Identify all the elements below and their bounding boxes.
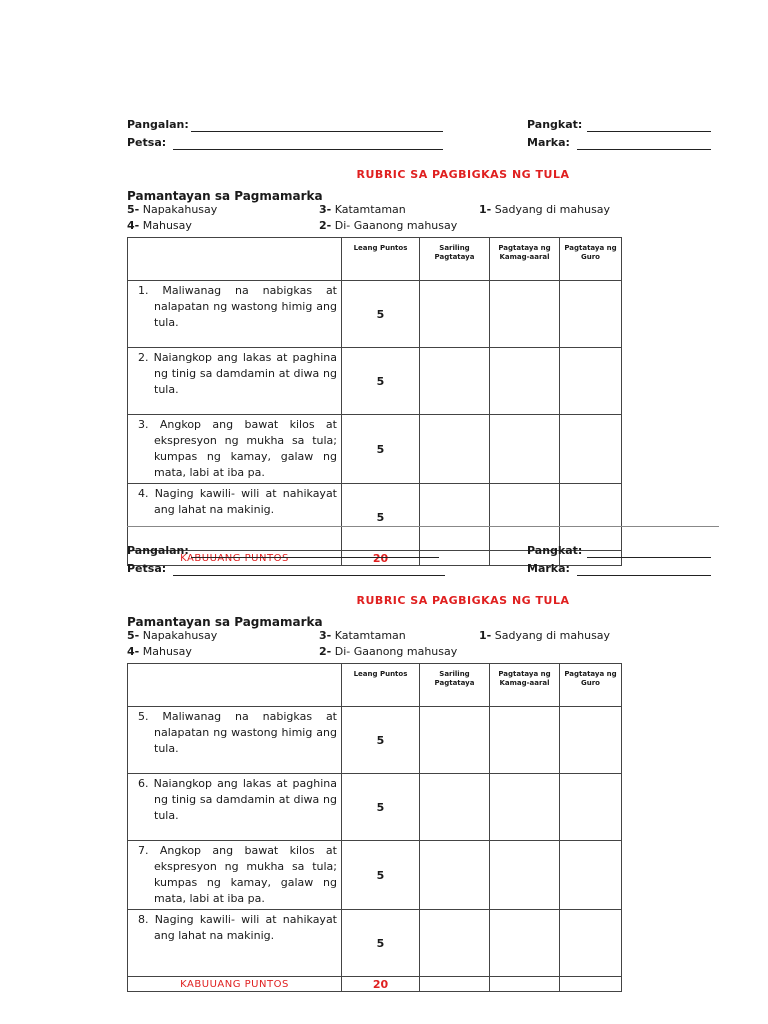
teacher-score-cell[interactable] bbox=[560, 910, 622, 977]
standard-title: Pamantayan sa Pagmamarka bbox=[127, 615, 323, 629]
standard-title: Pamantayan sa Pagmamarka bbox=[127, 189, 323, 203]
blank-header bbox=[128, 664, 342, 707]
criterion-text: 4. Naging kawili- wili at nahikayat ang lahat na makinig. bbox=[128, 484, 342, 551]
scale-num: 2- bbox=[319, 645, 332, 658]
scale-num: 5- bbox=[127, 203, 140, 216]
col-header: Pagtataya ng Kamag-aaral bbox=[490, 664, 560, 707]
scale-label: Di- Gaanong mahusay bbox=[334, 645, 458, 658]
scale-row-2 bbox=[127, 219, 719, 235]
scale-label: Sadyang di mahusay bbox=[494, 203, 611, 216]
criterion-text: 8. Naging kawili- wili at nahikayat ang lahat na makinig. bbox=[128, 910, 342, 977]
scale-num: 4- bbox=[127, 645, 140, 658]
col-header: Sariling Pagtataya bbox=[420, 238, 490, 281]
criterion-points: 5 bbox=[342, 774, 420, 841]
rubric-table-2 bbox=[127, 663, 622, 992]
scale-label: Napakahusay bbox=[142, 629, 218, 642]
total-row bbox=[128, 977, 622, 992]
rubric-table-1 bbox=[127, 237, 622, 566]
table-header-row bbox=[128, 238, 622, 281]
scale-label: Sadyang di mahusay bbox=[494, 629, 611, 642]
self-score-cell[interactable] bbox=[420, 774, 490, 841]
criterion-text: 2. Naiangkop ang lakas at paghina ng tinig sa damdamin at diwa ng tula. bbox=[128, 348, 342, 415]
table-row bbox=[128, 348, 622, 415]
self-score-cell[interactable] bbox=[420, 707, 490, 774]
self-score-cell[interactable] bbox=[420, 910, 490, 977]
teacher-score-cell[interactable] bbox=[560, 707, 622, 774]
peer-score-cell[interactable] bbox=[490, 707, 560, 774]
self-score-cell[interactable] bbox=[420, 841, 490, 910]
criterion-text: 6. Naiangkop ang lakas at paghina ng tinig sa damdamin at diwa ng tula. bbox=[128, 774, 342, 841]
teacher-score-cell[interactable] bbox=[560, 841, 622, 910]
blank-header bbox=[128, 238, 342, 281]
self-score-cell[interactable] bbox=[420, 348, 490, 415]
table-row bbox=[128, 707, 622, 774]
col-header: Leang Puntos bbox=[342, 664, 420, 707]
criterion-points: 5 bbox=[342, 707, 420, 774]
grade-label: Marka: bbox=[527, 562, 570, 575]
scale-num: 1- bbox=[479, 629, 492, 642]
criterion-points: 5 bbox=[342, 841, 420, 910]
header-row-1 bbox=[127, 544, 719, 562]
scale-label: Mahusay bbox=[142, 219, 192, 232]
group-line[interactable] bbox=[587, 557, 711, 558]
scale-label: Katamtaman bbox=[334, 629, 406, 642]
peer-score-cell[interactable] bbox=[490, 281, 560, 348]
teacher-score-cell[interactable] bbox=[560, 415, 622, 484]
col-header: Sariling Pagtataya bbox=[420, 664, 490, 707]
cut-line-divider bbox=[127, 526, 719, 527]
grade-label: Marka: bbox=[527, 136, 570, 149]
group-label: Pangkat: bbox=[527, 544, 583, 557]
name-label: Pangalan: bbox=[127, 118, 189, 131]
header-row-2 bbox=[127, 562, 719, 580]
date-label: Petsa: bbox=[127, 136, 167, 149]
scale-label: Katamtaman bbox=[334, 203, 406, 216]
rubric-form-2-clip bbox=[0, 536, 768, 991]
teacher-score-cell[interactable] bbox=[560, 281, 622, 348]
self-score-cell[interactable] bbox=[420, 281, 490, 348]
group-label: Pangkat: bbox=[527, 118, 583, 131]
peer-score-cell[interactable] bbox=[490, 910, 560, 977]
criterion-text: 3. Angkop ang bawat kilos at ekspresyon ng mukha sa tula; kumpas ng kamay, galaw ng mata, labi at iba pa. bbox=[128, 415, 342, 484]
name-line[interactable] bbox=[191, 131, 443, 132]
rubric-title: RUBRIC SA PAGBIGKAS NG TULA bbox=[356, 168, 570, 181]
self-score-cell[interactable] bbox=[420, 415, 490, 484]
col-header: Pagtataya ng Guro bbox=[560, 664, 622, 707]
scale-num: 3- bbox=[319, 203, 332, 216]
name-label: Pangalan: bbox=[127, 544, 189, 557]
criterion-points: 5 bbox=[342, 281, 420, 348]
date-line[interactable] bbox=[173, 149, 443, 150]
criterion-points: 5 bbox=[342, 415, 420, 484]
scale-label: Di- Gaanong mahusay bbox=[334, 219, 458, 232]
teacher-score-cell[interactable] bbox=[560, 348, 622, 415]
name-line[interactable] bbox=[191, 557, 439, 558]
rubric-title: RUBRIC SA PAGBIGKAS NG TULA bbox=[356, 594, 570, 607]
grade-line[interactable] bbox=[577, 575, 711, 576]
teacher-total-cell[interactable] bbox=[560, 977, 622, 992]
teacher-score-cell[interactable] bbox=[560, 774, 622, 841]
table-row bbox=[128, 910, 622, 977]
scale-num: 5- bbox=[127, 629, 140, 642]
criterion-points: 5 bbox=[342, 910, 420, 977]
table-row bbox=[128, 415, 622, 484]
scale-row-1 bbox=[127, 203, 719, 219]
total-value: 20 bbox=[342, 551, 420, 566]
scale-num: 3- bbox=[319, 629, 332, 642]
peer-score-cell[interactable] bbox=[490, 348, 560, 415]
table-row bbox=[128, 774, 622, 841]
rubric-form-1 bbox=[127, 118, 719, 566]
rubric-form-2 bbox=[127, 544, 719, 992]
self-total-cell[interactable] bbox=[420, 977, 490, 992]
scale-row-2 bbox=[127, 645, 719, 661]
peer-score-cell[interactable] bbox=[490, 774, 560, 841]
scale-label: Napakahusay bbox=[142, 203, 218, 216]
criterion-text: 5. Maliwanag na nabigkas at nalapatan ng wastong himig ang tula. bbox=[128, 707, 342, 774]
scale-num: 2- bbox=[319, 219, 332, 232]
grade-line[interactable] bbox=[577, 149, 711, 150]
peer-score-cell[interactable] bbox=[490, 841, 560, 910]
header-row-2 bbox=[127, 136, 719, 154]
col-header: Pagtataya ng Guro bbox=[560, 238, 622, 281]
total-label: KABUUANG PUNTOS bbox=[128, 551, 342, 566]
date-line[interactable] bbox=[173, 575, 445, 576]
scale-num: 4- bbox=[127, 219, 140, 232]
criterion-text: 7. Angkop ang bawat kilos at ekspresyon ng mukha sa tula; kumpas ng kamay, galaw ng mata, labi at iba pa. bbox=[128, 841, 342, 910]
date-label: Petsa: bbox=[127, 562, 167, 575]
col-header: Leang Puntos bbox=[342, 238, 420, 281]
scale-num: 1- bbox=[479, 203, 492, 216]
total-label: KABUUANG PUNTOS bbox=[128, 977, 342, 992]
scale-label: Mahusay bbox=[142, 645, 192, 658]
table-row bbox=[128, 841, 622, 910]
col-header: Pagtataya ng Kamag-aaral bbox=[490, 238, 560, 281]
criterion-text: 1. Maliwanag na nabigkas at nalapatan ng wastong himig ang tula. bbox=[128, 281, 342, 348]
scale-row-1 bbox=[127, 629, 719, 645]
table-header-row bbox=[128, 664, 622, 707]
criterion-points: 5 bbox=[342, 348, 420, 415]
header-row-1 bbox=[127, 118, 719, 136]
criterion-points: 5 bbox=[342, 484, 420, 551]
group-line[interactable] bbox=[587, 131, 711, 132]
peer-total-cell[interactable] bbox=[490, 977, 560, 992]
table-row bbox=[128, 281, 622, 348]
peer-score-cell[interactable] bbox=[490, 415, 560, 484]
total-value: 20 bbox=[342, 977, 420, 992]
